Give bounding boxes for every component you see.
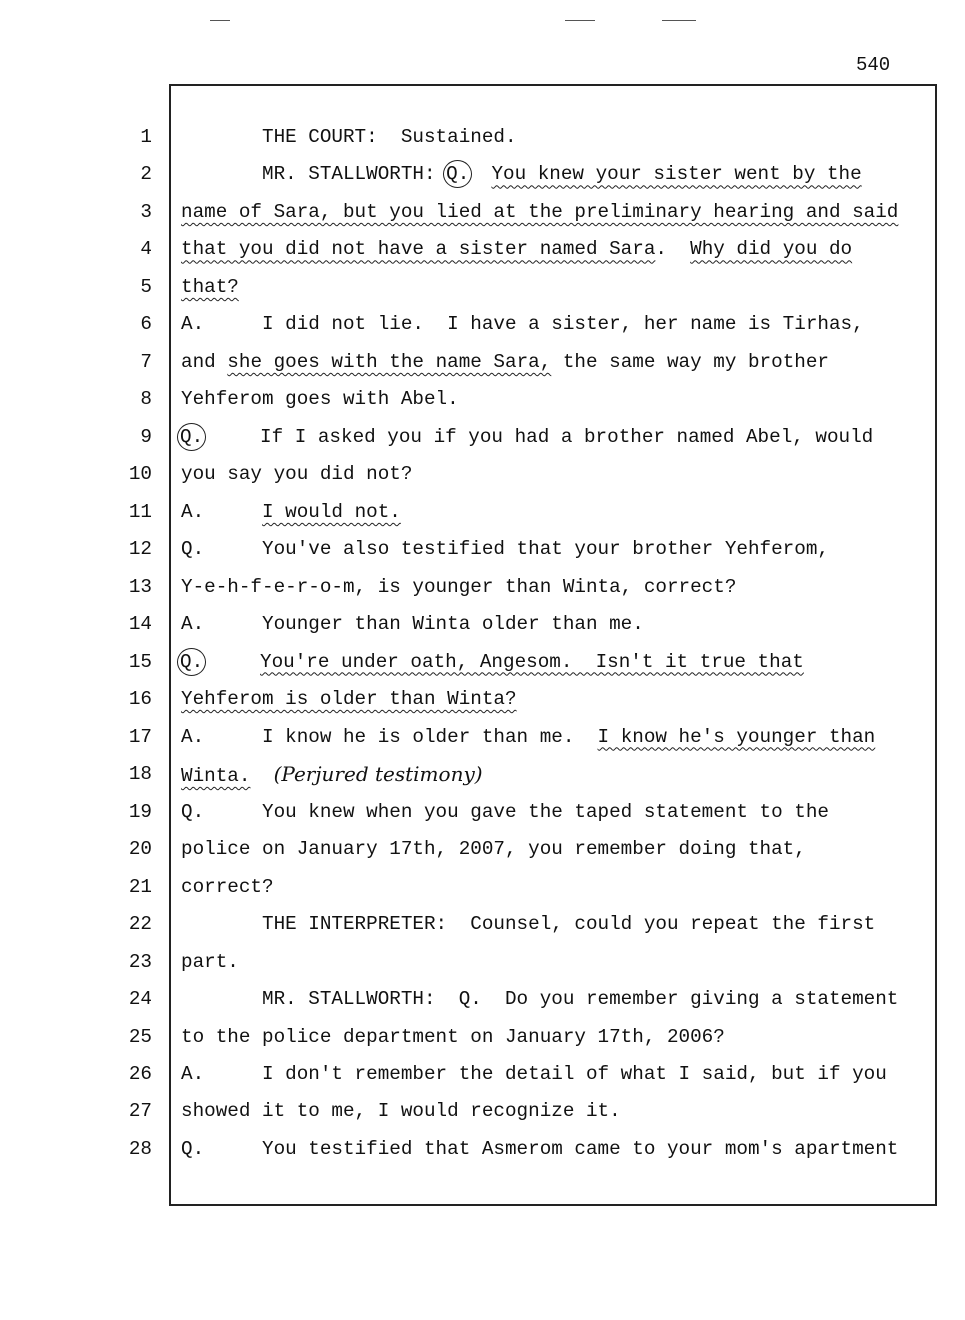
line-text: Q. You knew when you gave the taped statement to the <box>181 800 829 823</box>
line-number: 4 <box>140 238 152 261</box>
underlined-text: Winta. <box>181 765 251 788</box>
transcript-line <box>181 987 898 1011</box>
underlined-text: You're under oath, Angesom. Isn't it true that <box>260 650 804 673</box>
transcript-line <box>181 1062 887 1086</box>
line-number: 24 <box>128 988 152 1011</box>
line-text <box>468 163 491 185</box>
line-number: 28 <box>128 1137 152 1160</box>
underlined-text: she goes with the name Sara, <box>227 350 552 373</box>
transcript-line <box>181 500 401 524</box>
underlined-text: I would not. <box>262 500 401 523</box>
line-number: 22 <box>128 913 152 936</box>
transcript-line <box>181 162 862 186</box>
line-number: 21 <box>128 875 152 898</box>
line-text: correct? <box>181 875 274 898</box>
line-number: 11 <box>128 500 152 523</box>
transcript-line <box>181 350 829 374</box>
transcript-line <box>181 237 852 261</box>
line-number: 15 <box>128 650 152 673</box>
line-text: and <box>181 350 228 373</box>
line-text: THE INTERPRETER: Counsel, could you repeat the first <box>181 913 876 936</box>
line-number: 12 <box>128 538 152 561</box>
underlined-text: I know he's younger than <box>597 725 876 748</box>
line-text <box>202 651 260 673</box>
transcript-line <box>181 125 517 149</box>
line-text: Q. You testified that Asmerom came to your mom's apartment <box>181 1137 899 1160</box>
line-text: part. <box>181 950 239 973</box>
line-number: 8 <box>140 388 152 411</box>
line-text: MR. STALLWORTH: <box>181 163 448 186</box>
transcript-line <box>181 575 736 599</box>
line-text: A. Younger than Winta older than me. <box>181 613 644 636</box>
transcript-line <box>181 612 644 636</box>
line-number: 10 <box>128 463 152 486</box>
line-number: 1 <box>140 126 152 148</box>
transcript-line <box>181 687 517 711</box>
line-text: If I asked you if you had a brother named Abel, would <box>202 425 874 448</box>
line-number: 7 <box>140 350 152 373</box>
transcript-line <box>181 875 274 899</box>
handwritten-annotation: (Perjured testimony) <box>273 762 483 787</box>
line-text: A. I don't remember the detail of what I said, but if you <box>181 1063 887 1085</box>
line-text <box>250 765 273 787</box>
transcript-line <box>181 1137 898 1161</box>
line-number: 23 <box>128 950 152 973</box>
line-text: A. I did not lie. I have a sister, her name is Tirhas, <box>181 313 864 336</box>
underlined-text: Why did you do <box>690 238 853 261</box>
transcript-line <box>181 312 864 336</box>
underlined-text: You knew your sister went by the <box>491 163 862 186</box>
transcript-line <box>181 912 875 936</box>
transcript-line <box>181 837 806 861</box>
line-text: A. I know he is older than me. <box>181 725 598 748</box>
page-number: 540 <box>856 54 891 76</box>
line-number: 27 <box>128 1100 152 1123</box>
transcript-line <box>181 1025 725 1049</box>
line-text: Q. You've also testified that your brother Yehferom, <box>181 538 829 561</box>
transcript-line <box>181 725 875 749</box>
transcript-line <box>181 200 898 224</box>
underlined-text: Yehferom is older than Winta? <box>181 688 517 711</box>
line-number: 26 <box>128 1063 152 1085</box>
transcript-line <box>181 425 873 449</box>
line-number: 17 <box>128 725 152 748</box>
line-number: 25 <box>128 1025 152 1048</box>
transcript-line <box>181 387 459 411</box>
transcript-line <box>181 762 483 788</box>
line-number: 9 <box>140 425 152 448</box>
circled-annotation: Q. <box>177 423 206 451</box>
line-number: 14 <box>128 613 152 636</box>
line-number: 6 <box>140 313 152 336</box>
line-number: 18 <box>128 763 152 786</box>
line-number: 5 <box>140 275 152 298</box>
line-text: Yehferom goes with Abel. <box>181 388 459 411</box>
line-number: 2 <box>140 163 152 186</box>
transcript-line <box>181 800 829 824</box>
line-text: to the police department on January 17th, 2006? <box>181 1025 725 1048</box>
circled-annotation: Q. <box>177 648 206 676</box>
line-text: . <box>655 238 691 261</box>
line-text: the same way my brother <box>551 350 829 373</box>
line-number: 3 <box>140 200 152 223</box>
line-text: A. <box>181 500 262 523</box>
underlined-text: that you did not have a sister named Sara <box>181 238 656 261</box>
transcript-line <box>181 950 239 974</box>
line-number: 13 <box>128 575 152 598</box>
transcript-line <box>181 462 412 486</box>
line-number: 20 <box>128 838 152 861</box>
line-text: THE COURT: Sustained. <box>181 126 517 148</box>
line-number: 16 <box>128 688 152 711</box>
line-text: MR. STALLWORTH: Q. Do you remember giving a statement <box>181 988 899 1011</box>
transcript-line <box>181 275 239 299</box>
circled-annotation: Q. <box>443 160 472 188</box>
transcript-line <box>181 650 804 674</box>
line-text: you say you did not? <box>181 463 413 486</box>
line-text: police on January 17th, 2007, you remember doing that, <box>181 838 806 861</box>
transcript-line <box>181 537 829 561</box>
transcript-line <box>181 1099 621 1123</box>
underlined-text: name of Sara, but you lied at the preliminary hearing and said <box>181 200 899 223</box>
line-number: 19 <box>128 800 152 823</box>
line-text: showed it to me, I would recognize it. <box>181 1100 621 1123</box>
line-text: Y-e-h-f-e-r-o-m, is younger than Winta, correct? <box>181 575 737 598</box>
underlined-text: that? <box>181 275 239 298</box>
